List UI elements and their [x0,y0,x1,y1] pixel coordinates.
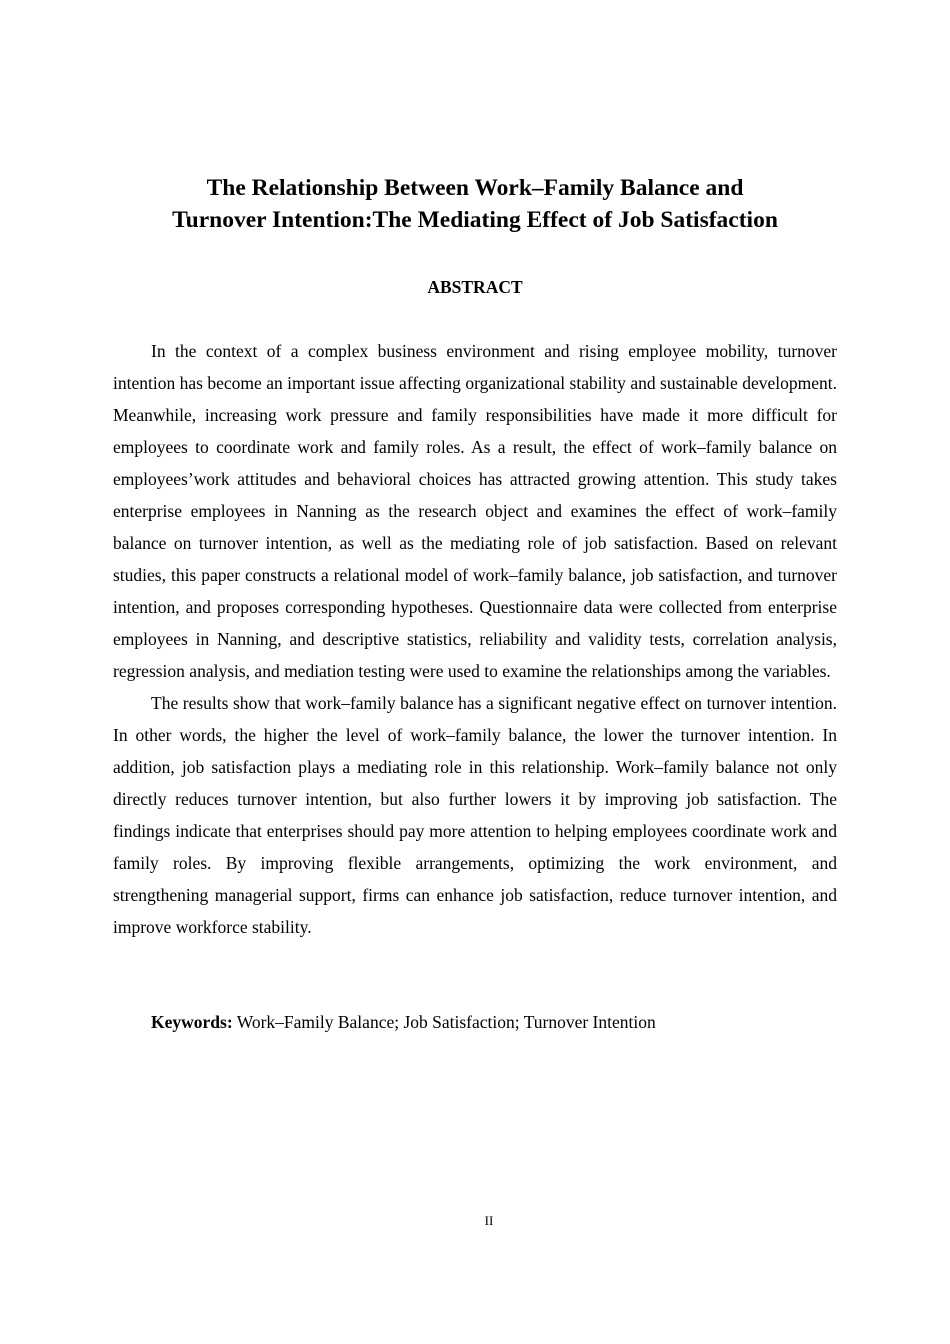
keywords-label: Keywords: [151,1012,233,1032]
abstract-body [113,335,837,943]
paper-title [100,172,850,236]
page-number: II [484,1213,494,1228]
abstract-heading: ABSTRACT [427,277,523,297]
keywords-line [113,1006,837,1038]
title-line-1: The Relationship Between Work–Family Balance and [206,175,744,201]
title-line-2: Turnover Intention:The Mediating Effect of Job Satisfaction [172,207,778,233]
keywords-text: Work–Family Balance; Job Satisfaction; Turnover Intention [232,1012,656,1032]
abstract-paragraph-2: The results show that work–family balance has a significant negative effect on turnover intention. In other words, the higher the level of work–family balance, the lower the turnover intention. In addition, job satisfaction plays a mediating role in this relationship. Work–family balance not only directly reduces turnover intention, but also further lowers it by improving job satisfaction. The findings indicate that enterprises should pay more attention to helping employees coordinate work and family roles. By improving flexible arrangements, optimizing the work environment, and strengthening managerial support, firms can enhance job satisfaction, reduce turnover intention, and improve workforce stability. [113,693,837,937]
abstract-paragraph-1: In the context of a complex business environment and rising employee mobility, turnover intention has become an important issue affecting organizational stability and sustainable development. Meanwhile, increasing work pressure and family responsibilities have made it more difficult for employees to coordinate work and family roles. As a result, the effect of work–family balance on employees’work attitudes and behavioral choices has attracted growing attention. This study takes enterprise employees in Nanning as the research object and examines the effect of work–family balance on turnover intention, as well as the mediating role of job satisfaction. Based on relevant studies, this paper constructs a relational model of work–family balance, job satisfaction, and turnover intention, and proposes corresponding hypotheses. Questionnaire data were collected from enterprise employees in Nanning, and descriptive statistics, reliability and validity tests, correlation analysis, regression analysis, and mediation testing were used to examine the relationships among the variables. [113,341,837,681]
